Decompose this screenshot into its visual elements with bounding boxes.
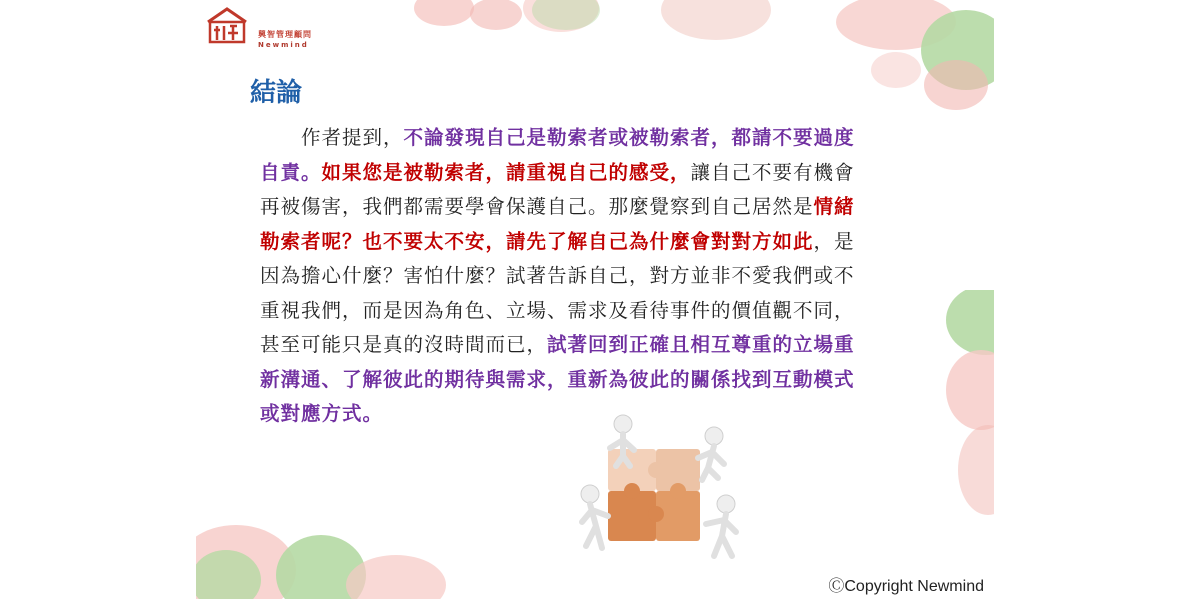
paragraph-line bbox=[260, 259, 918, 294]
paragraph-line bbox=[260, 156, 918, 191]
company-logo bbox=[204, 6, 324, 49]
page-title: 結論 bbox=[250, 78, 303, 108]
text-segment: 如果您是被勒索者，請重視自己的感受， bbox=[321, 160, 691, 184]
text-segment: 重視我們，而是因為角色、立場、需求及看待事件的價值觀不同， bbox=[260, 298, 855, 322]
text-segment: 作者提到， bbox=[260, 126, 404, 149]
logo-icon bbox=[204, 6, 250, 46]
text-segment: 不論發現自己是勒索者或被勒索者，都請不要過度 bbox=[403, 126, 855, 149]
puzzle-people-illustration bbox=[568, 414, 748, 564]
text-segment: 新溝通、了解彼此的期待與需求，重新為彼此的關係找到互動模式 bbox=[260, 367, 855, 391]
paragraph-line bbox=[260, 363, 918, 398]
paragraph-line bbox=[260, 121, 918, 156]
text-segment: 讓自己不要有機會 bbox=[690, 160, 855, 184]
text-segment: 自責。 bbox=[260, 160, 322, 184]
copyright-text: ⒸCopyright Newmind bbox=[828, 578, 984, 595]
logo-name-en: Newmind bbox=[258, 41, 309, 49]
slide bbox=[196, 0, 994, 599]
text-segment: 因為擔心什麼？害怕什麼？試著告訴自己，對方並非不愛我們或不 bbox=[260, 264, 855, 287]
decor-right-blobs bbox=[936, 290, 994, 520]
text-segment: 或對應方式。 bbox=[260, 402, 384, 425]
text-segment: 勒索者呢？也不要太不安，請先了解自己為什麼會對對方如此 bbox=[260, 229, 814, 253]
text-segment: ，是 bbox=[813, 229, 855, 253]
text-segment: 甚至可能只是真的沒時間而已， bbox=[260, 333, 548, 356]
paragraph-line bbox=[260, 328, 918, 363]
paragraph-line bbox=[260, 190, 918, 225]
paragraph-line bbox=[260, 225, 918, 260]
text-segment: 試著回到正確且相互尊重的立場重 bbox=[547, 333, 855, 356]
paragraph-line bbox=[260, 294, 918, 329]
text-segment: 情緒 bbox=[813, 195, 855, 218]
logo-name-cn: 興智管理顧問 bbox=[258, 30, 312, 39]
conclusion-paragraph bbox=[260, 121, 918, 432]
text-segment: 再被傷害，我們都需要學會保護自己。那麼覺察到自己居然是 bbox=[260, 195, 814, 218]
decor-bottom-blobs bbox=[196, 500, 456, 599]
